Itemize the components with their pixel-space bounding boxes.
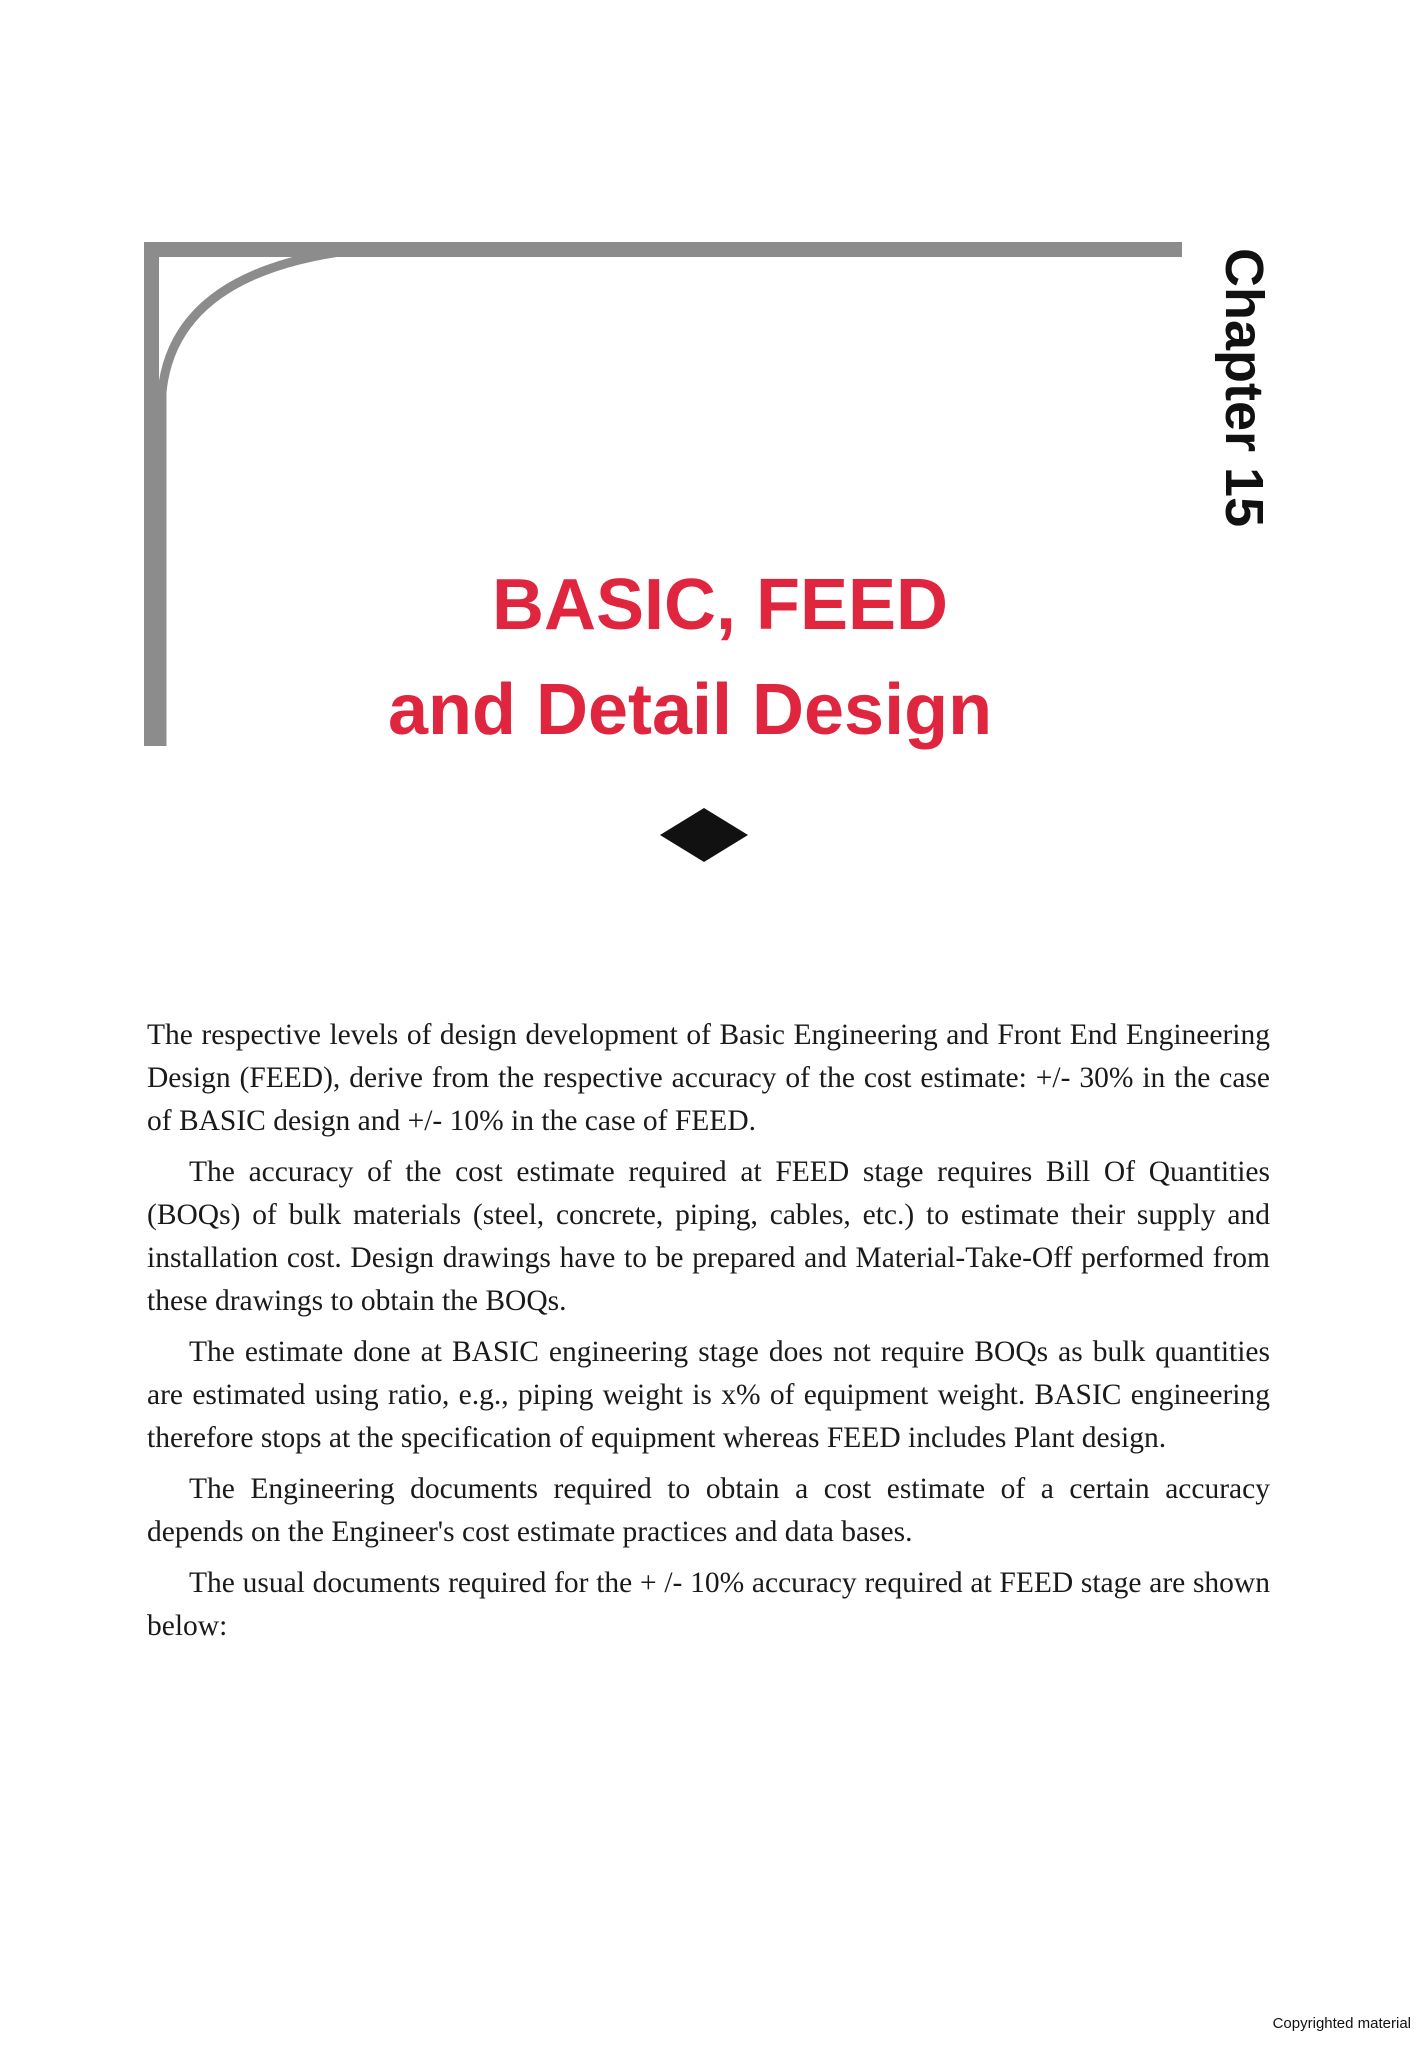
chapter-label: Chapter 15	[1214, 248, 1274, 528]
chapter-title-line-1: BASIC, FEED	[491, 565, 949, 645]
paragraph-5: The usual documents required for the + /- 10% accuracy required at FEED stage are shown below:	[147, 1567, 1270, 1642]
chapter-title-line-2: and Detail Design	[387, 670, 993, 750]
body-text	[147, 1014, 1270, 1656]
paragraph-1: The respective levels of design development of Basic Engineering and Front End Engineering Design (FEED), derive from the respective accuracy of the cost estimate: +/- 30% in the case of BASIC design and +/- 10% in the case of FEED.	[147, 1019, 1270, 1137]
paragraph-3: The estimate done at BASIC engineering stage does not require BOQs as bulk quantities are estimated using ratio, e.g., piping weight is x% of equipment weight. BASIC engineering therefore stops at the specification of equipment whereas FEED includes Plant design.	[147, 1336, 1270, 1454]
paragraph-2: The accuracy of the cost estimate required at FEED stage requires Bill Of Quantities (BOQs) of bulk materials (steel, concrete, piping, cables, etc.) to estimate their supply and installation cost. Design drawings have to be prepared and Material-Take-Off performed from these drawings to obtain the BOQs.	[147, 1156, 1270, 1317]
diamond-icon	[660, 808, 748, 862]
copyright-notice: Copyrighted material	[1272, 2015, 1411, 2032]
paragraph-4: The Engineering documents required to obtain a cost estimate of a certain accuracy depends on the Engineer's cost estimate practices and data bases.	[147, 1473, 1270, 1548]
